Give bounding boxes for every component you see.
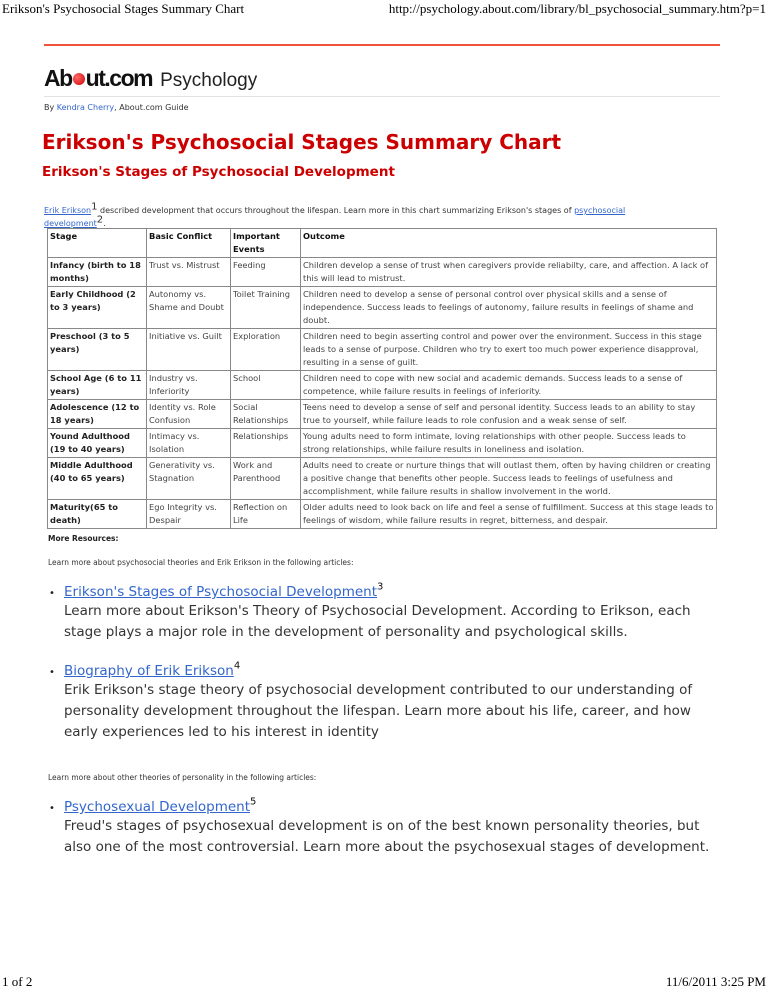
- resource-description: Erik Erikson's stage theory of psychosocial development contributed to our understanding of personality development throughout the lifespan. Learn more about his life, career, and how early experiences led to his interest in identity: [64, 682, 693, 740]
- stage-cell: Middle Adulthood (40 to 65 years): [48, 458, 147, 500]
- print-datetime: 11/6/2011 3:25 PM: [665, 974, 766, 989]
- intro-paragraph: Erik Erikson$^1$ described development that occurs throughout the lifespan. Learn more in this chart summarizing Erikson's stages of psychosocial development$^2$.: [44, 201, 626, 228]
- bullet-icon: •: [49, 588, 55, 599]
- psychosocial-development-link[interactable]: psychosocial development: [44, 206, 626, 228]
- outcome-cell: Children develop a sense of trust when caregivers provide reliabilty, care, and affection. A lack of this will lead to mistrust.: [301, 258, 717, 287]
- resource-link-biography[interactable]: Biography of Erik Erikson: [64, 663, 234, 679]
- stage-cell: Maturity(65 to death): [48, 500, 147, 529]
- stage-cell: Early Childhood (2 to 3 years): [48, 287, 147, 329]
- page-subtitle: Erikson's Stages of Psychosocial Development: [42, 164, 395, 180]
- table-row: [48, 287, 717, 329]
- author-link[interactable]: Kendra Cherry: [56, 103, 115, 112]
- outcome-cell: Children need to begin asserting control and power over the environment. Success in this stage leads to a sense of purpose. Children who try to exert too much power experience disapproval, resulting in a sense of guilt.: [301, 329, 717, 371]
- events-cell: Relationships: [231, 429, 301, 458]
- conflict-cell: Trust vs. Mistrust: [147, 258, 231, 287]
- conflict-cell: Autonomy vs. Shame and Doubt: [147, 287, 231, 329]
- stage-cell: Preschool (3 to 5 years): [48, 329, 147, 371]
- print-page-title: Erikson's Psychosocial Stages Summary Chart: [2, 1, 245, 16]
- events-cell: Work and Parenthood: [231, 458, 301, 500]
- table-row: [48, 329, 717, 371]
- header-basic-conflict: Basic Conflict: [147, 229, 231, 258]
- outcome-cell: Children need to develop a sense of personal control over physical skills and a sense of independence. Success leads to feelings of autonomy, failure results in feelings of shame and doubt.: [301, 287, 717, 329]
- events-cell: Exploration: [231, 329, 301, 371]
- events-cell: Social Relationships: [231, 400, 301, 429]
- list-item: • Erikson's Stages of Psychosocial Development$^3$ Learn more about Erikson's Theory of Psychosocial Development. According to Erikson, each stage plays a major role in the development of personality and psychological skills.: [48, 582, 720, 643]
- list-item: • Psychosexual Development$^5$ Freud's stages of psychosexual development is on of the best known personality theories, but also one of the most controversial. Learn more about the psychosexual stages of development.: [48, 797, 720, 858]
- page-title: Erikson's Psychosocial Stages Summary Chart: [42, 130, 562, 154]
- conflict-cell: Intimacy vs. Isolation: [147, 429, 231, 458]
- bullet-icon: •: [49, 667, 55, 678]
- conflict-cell: Ego Integrity vs. Despair: [147, 500, 231, 529]
- events-cell: School: [231, 371, 301, 400]
- resource-list-erikson: [48, 582, 720, 743]
- more-resources-intro: Learn more about psychosocial theories and Erik Erikson in the following articles:: [48, 558, 354, 567]
- conflict-cell: Generativity vs. Stagnation: [147, 458, 231, 500]
- print-page-url: http://psychology.about.com/library/bl_psychosocial_summary.htm?p=1: [388, 1, 766, 16]
- table-row: [48, 258, 717, 287]
- resource-description: Learn more about Erikson's Theory of Psychosocial Development. According to Erikson, each stage plays a major role in the development of personality and psychological skills.: [64, 603, 691, 640]
- resource-link-psychosexual[interactable]: Psychosexual Development: [64, 799, 251, 815]
- conflict-cell: Identity vs. Role Confusion: [147, 400, 231, 429]
- stage-cell: Yound Adulthood (19 to 40 years): [48, 429, 147, 458]
- site-section-name[interactable]: Psychology: [160, 70, 258, 91]
- table-row: [48, 400, 717, 429]
- bullet-icon: •: [49, 803, 55, 814]
- more-resources-title: More Resources:: [48, 534, 119, 543]
- table-row: [48, 458, 717, 500]
- stages-table: [47, 228, 717, 529]
- site-header: [44, 54, 720, 90]
- conflict-cell: Industry vs. Inferiority: [147, 371, 231, 400]
- outcome-cell: Children need to cope with new social and academic demands. Success leads to a sense of competence, while failure results in feelings of inferiority.: [301, 371, 717, 400]
- header-accent-rule: [44, 44, 720, 46]
- header-stage: Stage: [48, 229, 147, 258]
- resource-list-personality: [48, 797, 720, 858]
- events-cell: Toilet Training: [231, 287, 301, 329]
- outcome-cell: Older adults need to look back on life and feel a sense of fulfillment. Success at this stage leads to feelings of wisdom, while failure results in regret, bitterness, and despair.: [301, 500, 717, 529]
- table-row: [48, 500, 717, 529]
- print-header: [0, 0, 768, 20]
- table-row: [48, 371, 717, 400]
- resource-description: Freud's stages of psychosexual development is on of the best known personality theories, but also one of the most controversial. Learn more about the psychosexual stages of development.: [64, 818, 710, 855]
- events-cell: Feeding: [231, 258, 301, 287]
- logo-red-dot-icon: [73, 73, 85, 85]
- stage-cell: School Age (6 to 11 years): [48, 371, 147, 400]
- header-divider: [44, 96, 720, 97]
- page-content: [42, 44, 720, 855]
- outcome-cell: Adults need to create or nurture things that will outlast them, often by having children or creating a positive change that benefits other people. Success leads to feelings of usefulness and accomplishment, while failure results in shallow involvement in the world.: [301, 458, 717, 500]
- conflict-cell: Initiative vs. Guilt: [147, 329, 231, 371]
- list-item: • Biography of Erik Erikson$^4$ Erik Erikson's stage theory of psychosocial development contributed to our understanding of personality development throughout the lifespan. Learn more about his life, career, and how early experiences led to his interest in identity: [48, 661, 720, 743]
- erik-erikson-link[interactable]: Erik Erikson: [44, 206, 92, 215]
- header-important-events: Important Events: [231, 229, 301, 258]
- stage-cell: Infancy (birth to 18 months): [48, 258, 147, 287]
- events-cell: Reflection on Life: [231, 500, 301, 529]
- outcome-cell: Young adults need to form intimate, loving relationships with other people. Success leads to strong relationships, while failure results in loneliness and isolation.: [301, 429, 717, 458]
- stage-cell: Adolescence (12 to 18 years): [48, 400, 147, 429]
- page-number: 1 of 2: [2, 974, 33, 989]
- more-resources-section: [48, 534, 720, 868]
- table-header-row: [48, 229, 717, 258]
- more-resources-intro-2: Learn more about other theories of personality in the following articles:: [48, 773, 317, 782]
- byline: By Kendra Cherry, About.com Guide: [44, 103, 189, 112]
- about-com-logo[interactable]: Ab ut.com: [44, 65, 153, 91]
- table-row: [48, 429, 717, 458]
- outcome-cell: Teens need to develop a sense of self and personal identity. Success leads to an ability to stay true to yourself, while failure leads to role confusion and a weak sense of self.: [301, 400, 717, 429]
- header-outcome: Outcome: [301, 229, 717, 258]
- resource-link-eriksons-stages[interactable]: Erikson's Stages of Psychosocial Development: [64, 584, 377, 600]
